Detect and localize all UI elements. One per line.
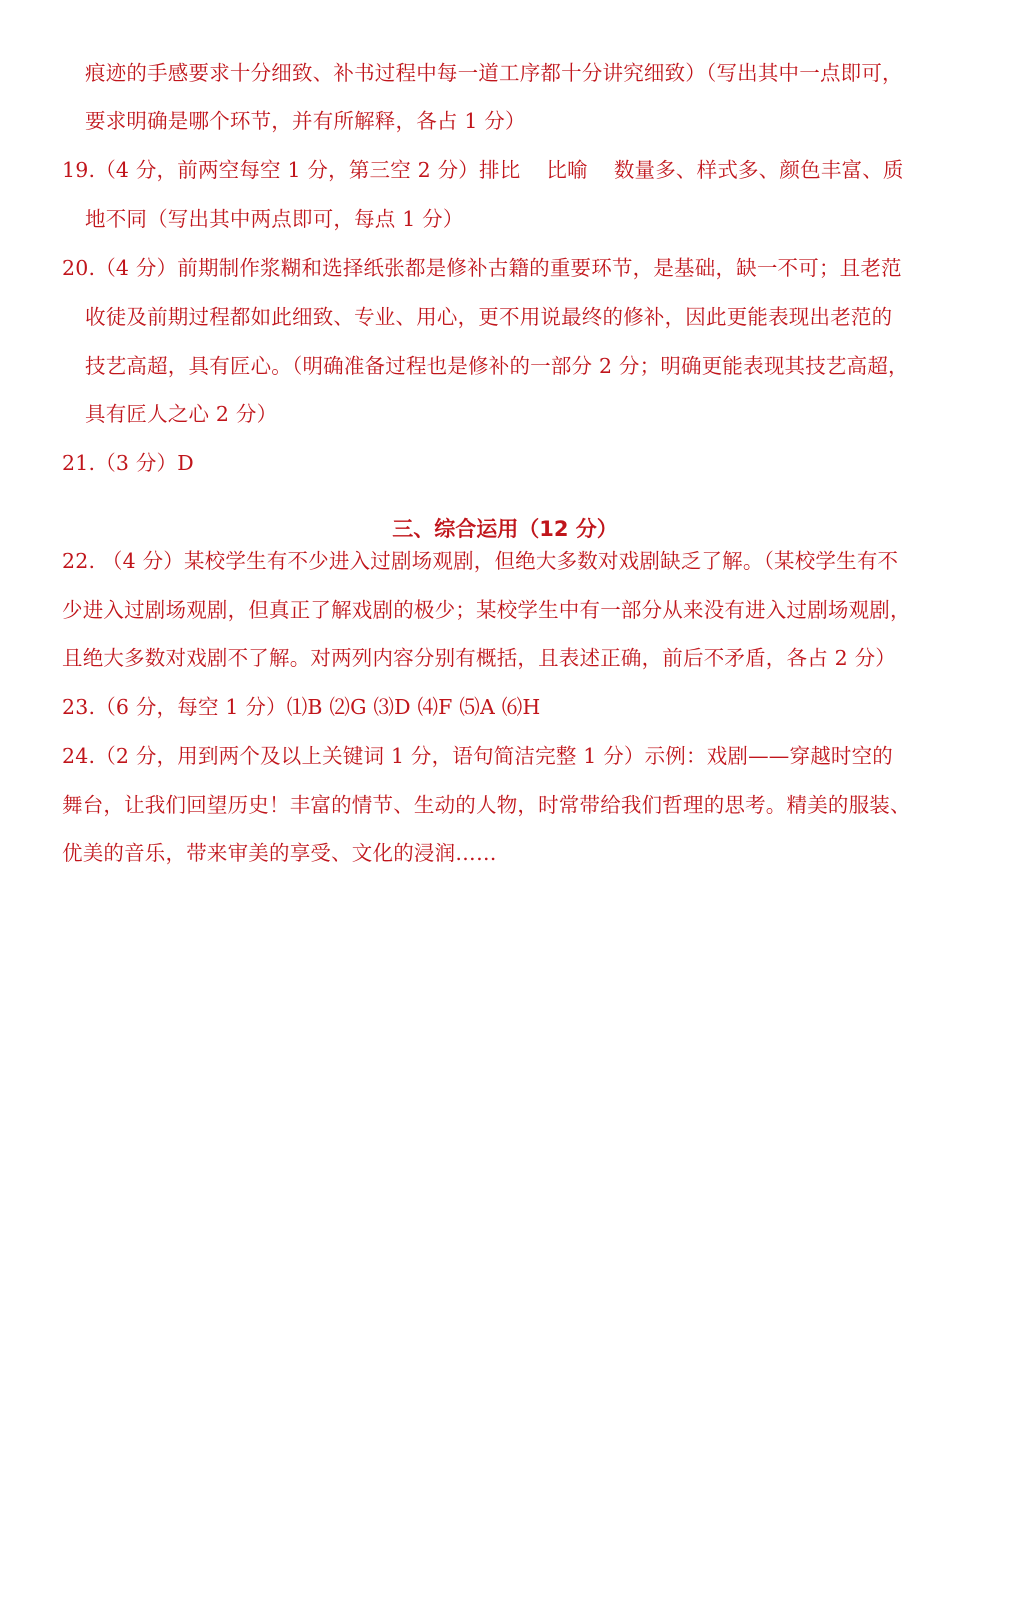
prev-answer-line-1: 痕迹的手感要求十分细致、补书过程中每一道工序都十分讲究细致）（写出其中一点即可， [85,61,903,85]
q20-line-3: 技艺高超，具有匠心。（明确准备过程也是修补的一部分 2 分；明确更能表现其技艺高超， [85,354,909,378]
q21-line-1: 21.（3 分）D [62,451,194,475]
q22-line-1: 22. （4 分）某校学生有不少进入过剧场观剧，但绝大多数对戏剧缺乏了解。（某校学生有不 [62,549,899,573]
q24-line-3: 优美的音乐，带来审美的享受、文化的浸润…… [62,841,497,865]
q20-line-2: 收徒及前期过程都如此细致、专业、用心，更不用说最终的修补，因此更能表现出老范的 [85,305,893,329]
q20-line-1: 20.（4 分）前期制作浆糊和选择纸张都是修补古籍的重要环节，是基础，缺一不可；且老范 [62,256,902,280]
q23-line-1: 23.（6 分，每空 1 分）⑴B ⑵G ⑶D ⑷F ⑸A ⑹H [62,695,541,719]
q24-line-2: 舞台，让我们回望历史！丰富的情节、生动的人物，时常带给我们哲理的思考。精美的服装、 [62,793,911,817]
q20-line-4: 具有匠人之心 2 分） [85,402,278,426]
section-3-heading: 三、综合运用（12 分） [392,517,618,541]
q24-line-1: 24.（2 分，用到两个及以上关键词 1 分，语句简洁完整 1 分）示例：戏剧——穿越时空的 [62,744,894,768]
q22-line-2: 少进入过剧场观剧，但真正了解戏剧的极少；某校学生中有一部分从来没有进入过剧场观剧， [62,598,911,622]
q19-score-and-first-answer: 19.（4 分，前两空每空 1 分，第三空 2 分）排比 [62,158,521,182]
q19-third-answer: 数量多、样式多、颜色丰富、质 [613,158,904,182]
q22-line-3: 且绝大多数对戏剧不了解。对两列内容分别有概括，且表述正确，前后不矛盾，各占 2 分） [62,646,896,670]
prev-answer-line-2: 要求明确是哪个环节，并有所解释，各占 1 分） [85,109,526,133]
q19-second-answer: 比喻 [546,158,588,182]
q19-line-1 [62,157,904,183]
q19-line-2: 地不同（写出其中两点即可，每点 1 分） [85,207,464,231]
